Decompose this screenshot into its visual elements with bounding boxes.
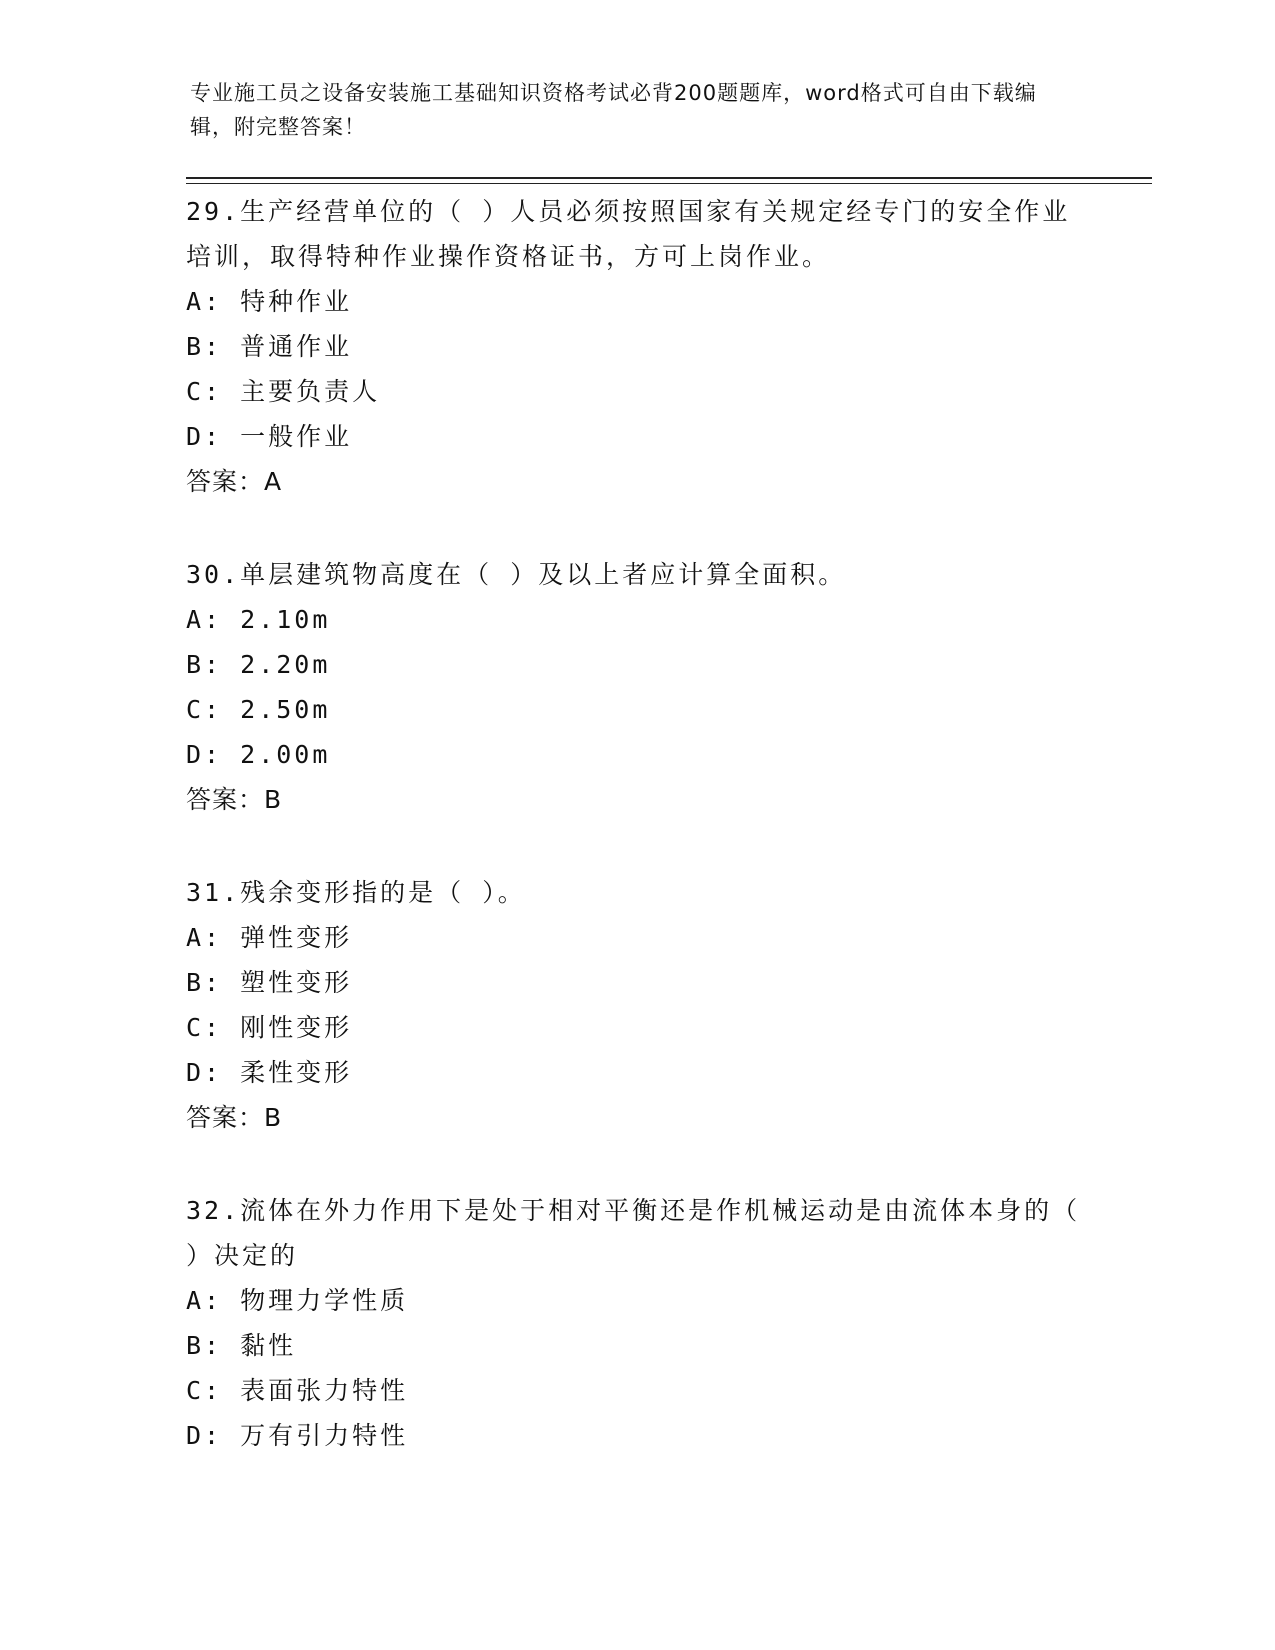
option-b: B: 2.20m — [186, 650, 331, 679]
question-block — [186, 1188, 1086, 1458]
option-c: C: 2.50m — [186, 695, 331, 724]
question-stem: 31.残余变形指的是（ ）。 — [186, 878, 526, 907]
option-a: A: 特种作业 — [186, 287, 353, 316]
question-stem: 30.单层建筑物高度在（ ）及以上者应计算全面积。 — [186, 560, 847, 589]
option-b: B: 塑性变形 — [186, 968, 353, 997]
question-stem: 32.流体在外力作用下是处于相对平衡还是作机械运动是由流体本身的（ ）决定的 — [186, 1196, 1081, 1270]
option-b: B: 普通作业 — [186, 332, 353, 361]
header-rule-thin — [186, 183, 1152, 184]
option-a: A: 弹性变形 — [186, 923, 353, 952]
question-block — [186, 870, 1086, 1140]
answer-line: 答案：B — [186, 785, 283, 814]
header-rule-thick — [186, 177, 1152, 179]
option-c: C: 主要负责人 — [186, 377, 381, 406]
option-d: D: 万有引力特性 — [186, 1421, 409, 1450]
option-d: D: 柔性变形 — [186, 1058, 353, 1087]
document-header: 专业施工员之设备安装施工基础知识资格考试必背200题题库，word格式可自由下载编辑，附完整答案！ — [190, 81, 1037, 139]
question-stem: 29.生产经营单位的（ ）人员必须按照国家有关规定经专门的安全作业培训，取得特种作业操作资格证书，方可上岗作业。 — [186, 197, 1071, 271]
option-c: C: 刚性变形 — [186, 1013, 353, 1042]
option-c: C: 表面张力特性 — [186, 1376, 409, 1405]
answer-line: 答案：A — [186, 467, 283, 496]
option-a: A: 2.10m — [186, 605, 331, 634]
option-a: A: 物理力学性质 — [186, 1286, 409, 1315]
option-d: D: 2.00m — [186, 740, 331, 769]
option-d: D: 一般作业 — [186, 422, 353, 451]
question-block — [186, 552, 1086, 822]
answer-line: 答案：B — [186, 1103, 283, 1132]
option-b: B: 黏性 — [186, 1331, 297, 1360]
question-block — [186, 189, 1086, 504]
